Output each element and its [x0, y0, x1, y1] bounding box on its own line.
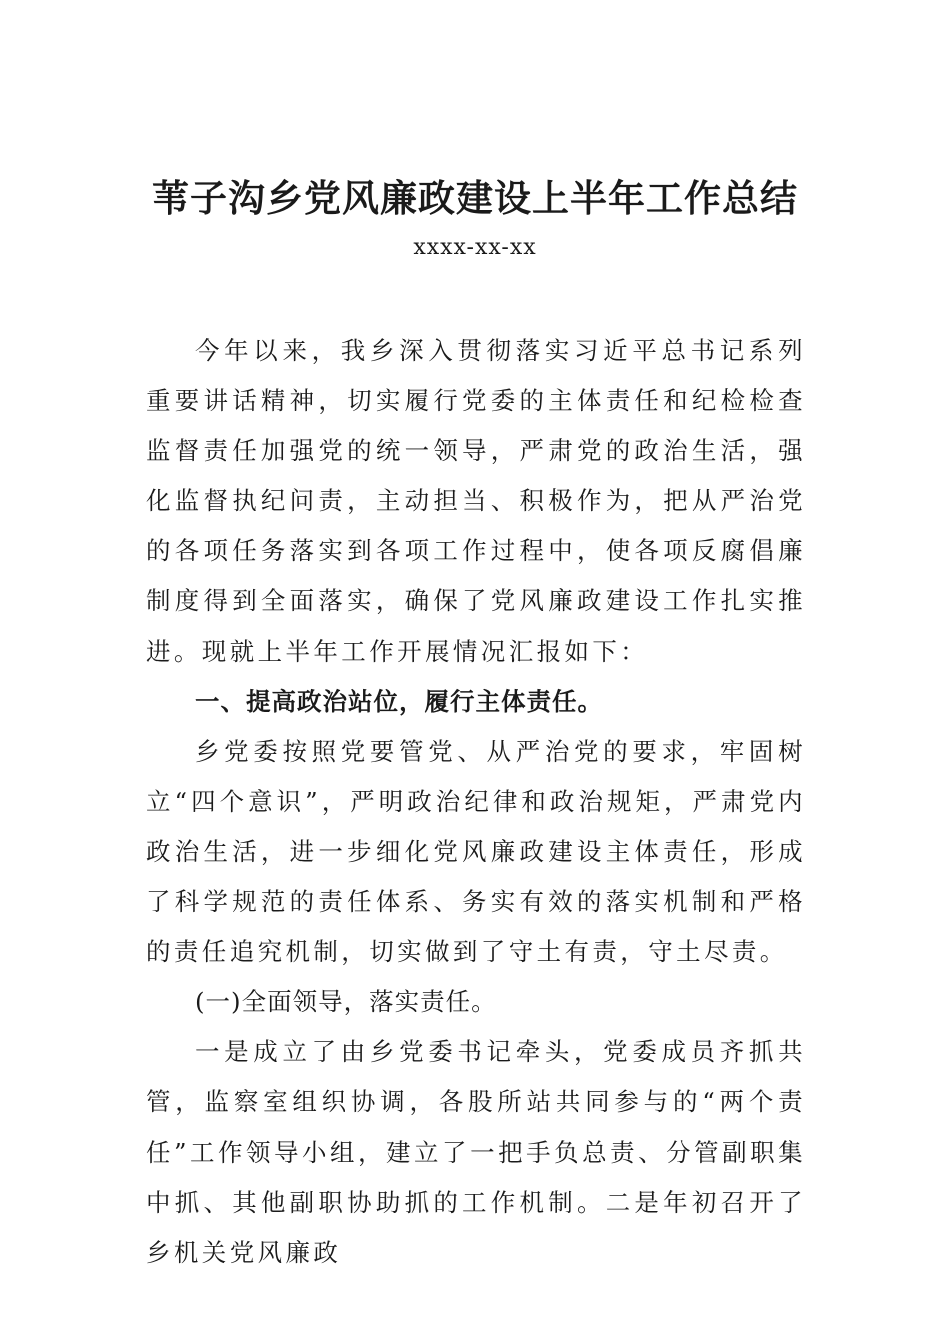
document-date: xxxx-xx-xx: [413, 235, 537, 260]
section-paragraph: 乡党委按照党要管党、从严治党的要求，牢固树立“四个意识”，严明政治纪律和政治规矩，严肃党内政治生活，进一步细化党风廉政建设主体责任，形成了科学规范的责任体系、务实有效的落实机制和严格的责任追究机制，切实做到了守土有责，守土尽责。: [146, 736, 806, 967]
subsection-heading: (一)全面领导，落实责任。: [195, 987, 497, 1017]
section-heading: 一、提高政治站位，履行主体责任。: [195, 686, 603, 716]
subsection-paragraph: 一是成立了由乡党委书记牵头，党委成员齐抓共管，监察室组织协调，各股所站共同参与的“两个责任”工作领导小组，建立了一把手负总责、分管副职集中抓、其他副职协助抓的工作机制。二是年初召开了乡机关党风廉政: [146, 1037, 806, 1267]
document-body: [146, 326, 806, 1278]
intro-paragraph: 今年以来，我乡深入贯彻落实习近平总书记系列重要讲话精神，切实履行党委的主体责任和纪检检查监督责任加强党的统一领导，严肃党的政治生活，强化监督执纪问责，主动担当、积极作为，把从严治党的各项任务落实到各项工作过程中，使各项反腐倡廉制度得到全面落实，确保了党风廉政建设工作扎实推进。现就上半年工作开展情况汇报如下：: [146, 336, 806, 666]
document-title: 苇子沟乡党风廉政建设上半年工作总结: [152, 176, 798, 220]
